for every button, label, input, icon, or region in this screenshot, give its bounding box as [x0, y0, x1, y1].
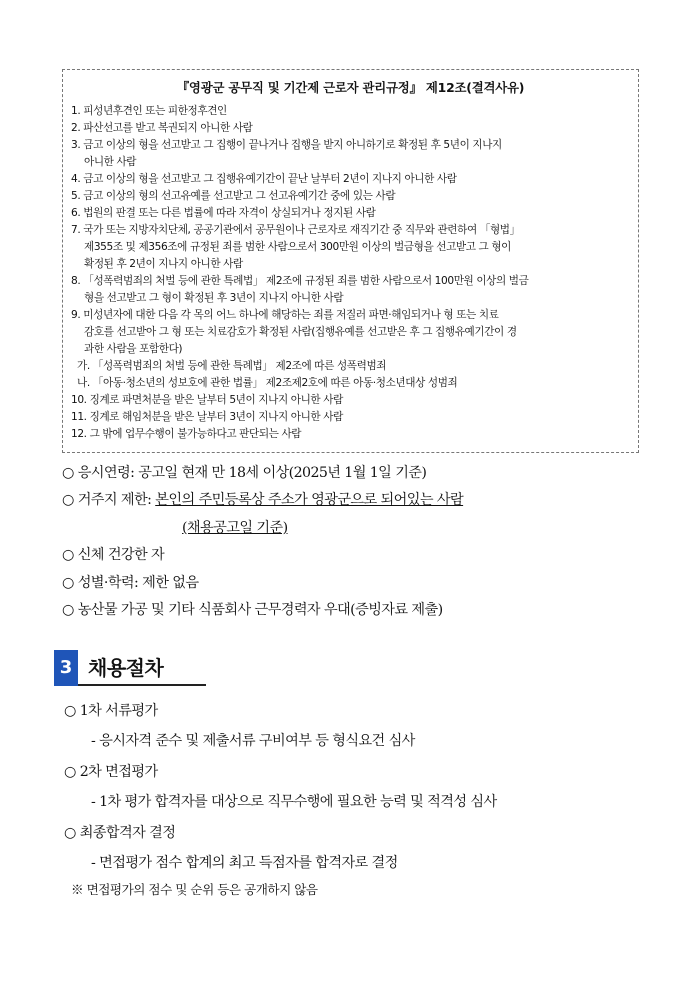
list-item: 확정된 후 2년이 지나지 아니한 사람 — [84, 258, 243, 270]
requirement-health — [62, 542, 682, 569]
list-item: 제355조 및 제356조에 규정된 죄를 범한 사람으로서 300만원 이상의 벌금형을 선고받고 그 형이 — [84, 241, 512, 253]
list-item: 11. 징계로 해임처분을 받은 날부터 3년이 지나지 아니한 사람 — [71, 411, 343, 423]
list-item: 1. 피성년후견인 또는 피한정후견인 — [71, 105, 227, 117]
section-number: 3 — [54, 650, 78, 686]
list-item: 5. 금고 이상의 형의 선고유예를 선고받고 그 선고유예기간 중에 있는 사람 — [71, 190, 396, 202]
bullet-circle: ○ — [64, 703, 76, 719]
procedure-step-3 — [64, 818, 684, 848]
bullet-circle: ○ — [64, 763, 76, 780]
list-item: 7. 국가 또는 지방자치단체, 공공기관에서 공무원이나 근로자로 재직기간 중 직무와 관련하여 「형법」 — [71, 224, 520, 236]
procedure-step-1 — [64, 696, 684, 726]
step-3-title: 최종합격자 결정 — [79, 824, 176, 841]
list-item: 12. 그 밖에 업무수행이 불가능하다고 판단되는 사람 — [71, 428, 302, 440]
procedure-step-1-desc: - 응시자격 준수 및 제출서류 구비여부 등 형식요건 심사 — [91, 733, 415, 750]
residence-value: 본인의 주민등록상 주소가 영광군으로 되어있는 사람 — [155, 492, 464, 509]
bullet-circle: ○ — [64, 824, 76, 841]
list-item: 감호를 선고받아 그 형 또는 치료감호가 확정된 사람(집행유예를 선고받은 후 그 집행유예기간이 경 — [84, 326, 517, 338]
requirement-preference — [62, 597, 682, 624]
bullet-circle: ○ — [62, 602, 74, 619]
list-item: 8. 「성폭력범죄의 처벌 등에 관한 특례법」 제2조에 규정된 죄를 범한 사람으로서 100만원 이상의 벌금 — [71, 275, 529, 287]
requirement-gender-edu — [62, 570, 682, 597]
list-item: 9. 미성년자에 대한 다음 각 목의 어느 하나에 해당하는 죄를 저질러 파면·해임되거나 형 또는 치료 — [71, 309, 499, 321]
bullet-circle: ○ — [62, 574, 74, 591]
list-item: 10. 징계로 파면처분을 받은 날부터 5년이 지나지 아니한 사람 — [71, 394, 343, 406]
procedure-list — [64, 696, 684, 902]
list-item: 아니한 사람 — [84, 156, 137, 168]
procedure-step-3-desc: - 면접평가 점수 합계의 최고 득점자를 합격자로 결정 — [91, 855, 398, 872]
list-item: 형을 선고받고 그 형이 확정된 후 3년이 지나지 아니한 사람 — [84, 292, 344, 304]
age-text: 응시연령: 공고일 현재 만 18세 이상(2025년 1월 1일 기준) — [77, 465, 427, 481]
list-item: 가. 「성폭력범죄의 처벌 등에 관한 특례법」 제2조에 따른 성폭력범죄 — [77, 360, 387, 372]
list-item: 2. 파산선고를 받고 복권되지 아니한 사람 — [71, 122, 253, 134]
requirement-residence — [62, 487, 682, 514]
step-2-title: 2차 면접평가 — [79, 763, 158, 780]
list-item: 나. 「아동·청소년의 성보호에 관한 법률」 제2조제2호에 따른 아동·청소년대상 성범죄 — [77, 377, 458, 389]
disqualification-list — [71, 103, 630, 443]
requirement-age — [62, 460, 682, 487]
procedure-note: ※ 면접평가의 점수 및 순위 등은 공개하지 않음 — [71, 882, 318, 898]
preference-text: 농산물 가공 및 기타 식품회사 근무경력자 우대(증빙자료 제출) — [77, 602, 443, 619]
list-item: 3. 금고 이상의 형을 선고받고 그 집행이 끝나거나 집행을 받지 아니하기로 확정된 후 5년이 지나지 — [71, 139, 502, 151]
section-heading — [54, 650, 204, 686]
list-item: 4. 금고 이상의 형을 선고받고 그 집행유예기간이 끝난 날부터 2년이 지나지 아니한 사람 — [71, 173, 457, 185]
step-1-title: 1차 서류평가 — [79, 703, 158, 719]
gender-edu-text: 성별·학력: 제한 없음 — [77, 574, 199, 591]
residence-cont: (채용공고일 기준) — [182, 519, 288, 536]
list-item: 과한 사람을 포함한다) — [84, 343, 183, 355]
bullet-circle: ○ — [62, 465, 74, 481]
residence-label: 거주지 제한: — [77, 492, 156, 509]
section-underline — [78, 684, 206, 686]
procedure-step-2 — [64, 757, 684, 787]
disqualification-box — [62, 69, 639, 453]
procedure-step-2-desc: - 1차 평가 합격자를 대상으로 직무수행에 필요한 능력 및 적격성 심사 — [91, 794, 497, 811]
section-title: 채용절차 — [88, 656, 164, 680]
bullet-circle: ○ — [62, 547, 74, 564]
list-item: 6. 법원의 판결 또는 다른 법률에 따라 자격이 상실되거나 정지된 사람 — [71, 207, 376, 219]
requirements-list — [62, 460, 682, 624]
box-title: 『영광군 공무직 및 기간제 근로자 관리규정』 제12조(결격사유) — [176, 80, 525, 95]
bullet-circle: ○ — [62, 492, 74, 509]
requirement-residence-cont — [62, 515, 682, 542]
health-text: 신체 건강한 자 — [77, 547, 165, 564]
